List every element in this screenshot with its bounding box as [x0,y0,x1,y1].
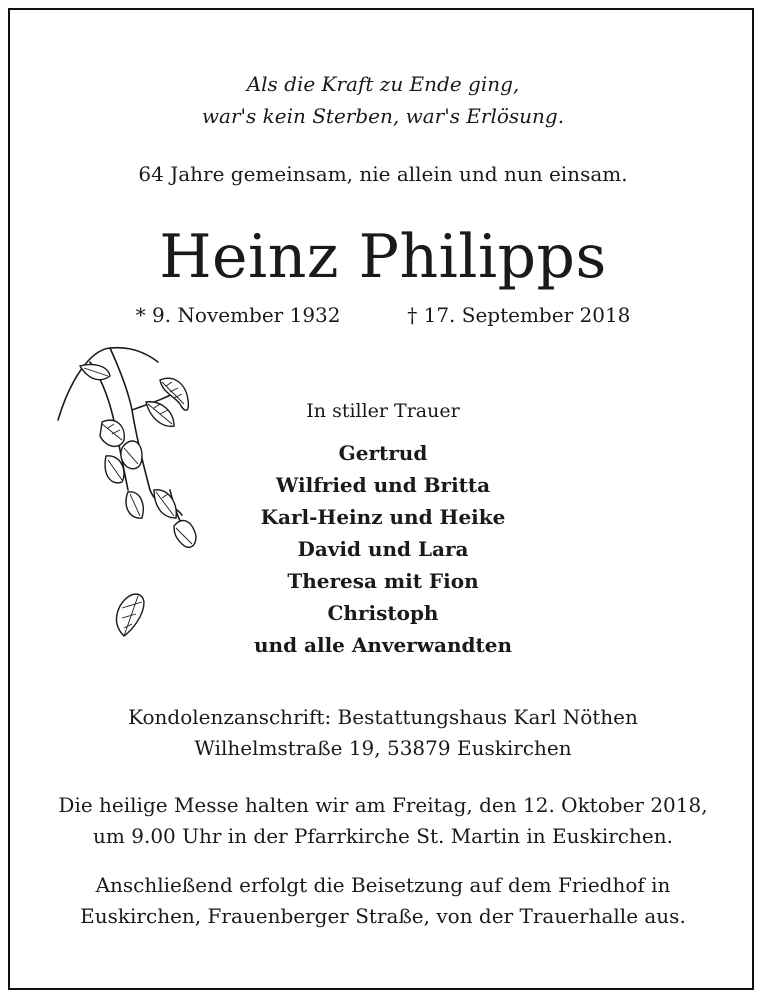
burial-line-1: Anschließend erfolgt die Beisetzung auf dem Friedhof in [95,873,671,897]
mourner-name: Karl-Heinz und Heike [260,505,506,529]
death-date: † 17. September 2018 [407,303,631,327]
condolence-address [0,702,766,764]
burial-info [0,870,766,932]
mass-info [0,790,766,852]
mourner-name: und alle Anverwandten [253,633,513,657]
mourner-name: Gertrud [338,441,428,465]
mourner-name: Christoph [327,601,439,625]
tagline: 64 Jahre gemeinsam, nie allein und nun einsam. [138,162,628,186]
mourner-name: David und Lara [297,537,469,561]
mourner-name: Theresa mit Fion [287,569,479,593]
quote-line-2: war's kein Sterben, war's Erlösung. [201,104,565,128]
condolence-line-1: Kondolenzanschrift: Bestattungshaus Karl Nöthen [128,705,638,729]
mourning-intro: In stiller Trauer [306,400,460,422]
burial-line-2: Euskirchen, Frauenberger Straße, von der Trauerhalle aus. [80,904,686,928]
condolence-line-2: Wilhelmstraße 19, 53879 Euskirchen [194,736,572,760]
quote [0,68,766,132]
mourners-list [0,437,766,661]
mass-line-1: Die heilige Messe halten wir am Freitag, den 12. Oktober 2018, [58,793,708,817]
mass-line-2: um 9.00 Uhr in der Pfarrkirche St. Martin in Euskirchen. [93,824,673,848]
birth-date: * 9. November 1932 [135,303,341,327]
quote-line-1: Als die Kraft zu Ende ging, [246,72,520,96]
mourner-name: Wilfried und Britta [275,473,491,497]
life-dates [0,303,766,327]
deceased-name: Heinz Philipps [159,222,607,292]
